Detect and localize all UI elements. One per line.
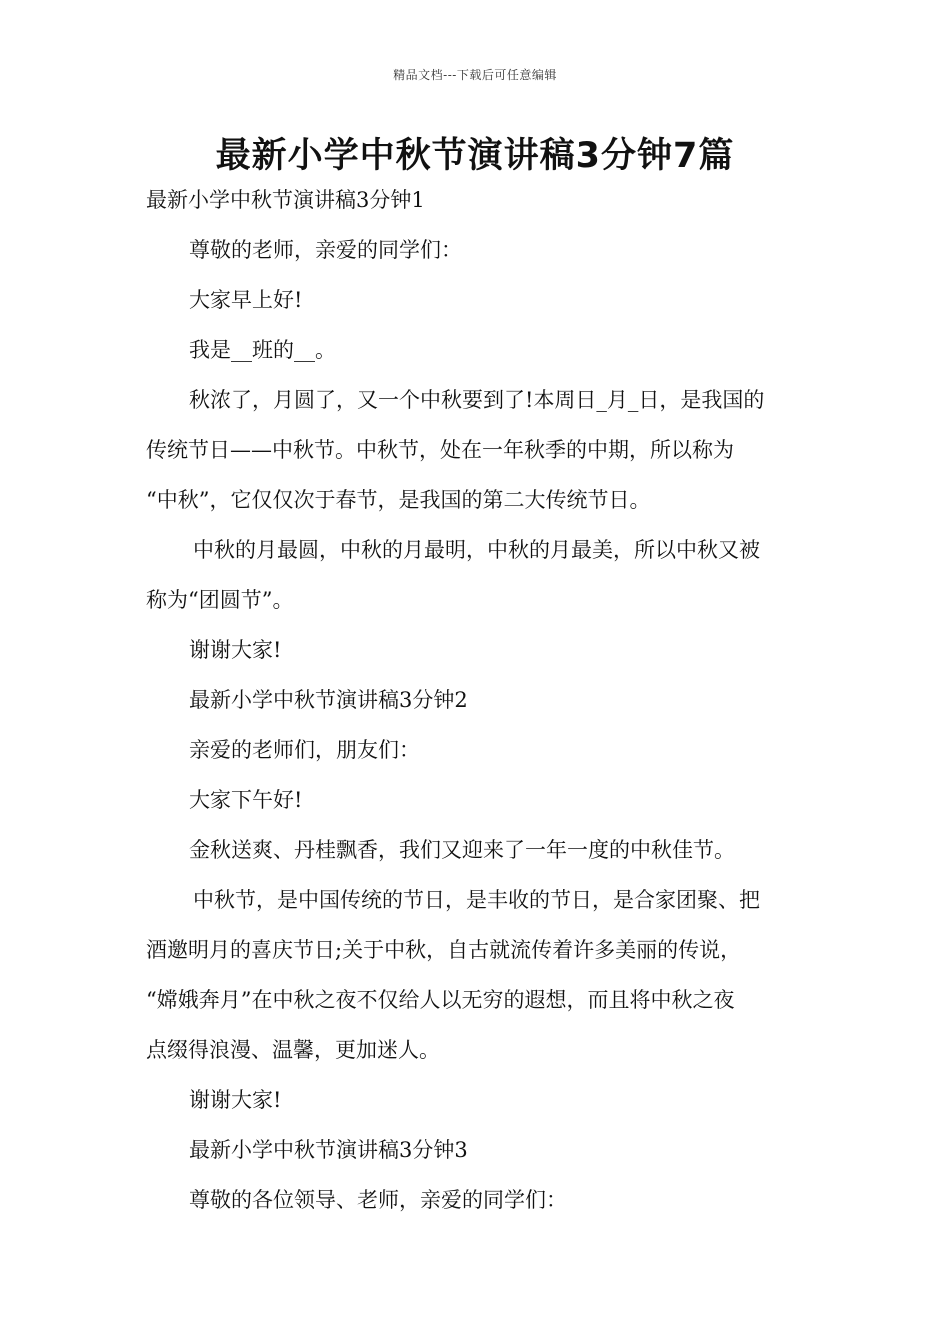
paragraph-line: “嫦娥奔月”在中秋之夜不仅给人以无穷的遐想，而且将中秋之夜 xyxy=(146,988,735,1012)
paragraph-line: 中秋节，是中国传统的节日，是丰收的节日，是合家团聚、把 xyxy=(193,888,760,912)
paragraph-line: “中秋”，它仅仅次于春节，是我国的第二大传统节日。 xyxy=(146,488,651,512)
paragraph-line: 尊敬的各位领导、老师，亲爱的同学们： xyxy=(189,1188,567,1212)
section-heading-2: 最新小学中秋节演讲稿3分钟2 xyxy=(189,688,468,712)
header-note: 精品文档---下载后可任意编辑 xyxy=(393,68,557,82)
paragraph-line: 秋浓了，月圆了，又一个中秋要到了!本周日_月_日，是我国的 xyxy=(189,388,765,412)
paragraph-line: 大家下午好! xyxy=(189,788,303,812)
paragraph-line: 亲爱的老师们，朋友们： xyxy=(189,738,420,762)
paragraph-line: 点缀得浪漫、温馨，更加迷人。 xyxy=(146,1038,440,1062)
paragraph-line: 金秋送爽、丹桂飘香，我们又迎来了一年一度的中秋佳节。 xyxy=(189,838,735,862)
paragraph-line: 酒邀明月的喜庆节日;关于中秋，自古就流传着许多美丽的传说， xyxy=(146,938,742,962)
paragraph-line: 谢谢大家! xyxy=(189,1088,282,1112)
paragraph-line: 称为“团圆节”。 xyxy=(146,588,294,612)
section-heading-1: 最新小学中秋节演讲稿3分钟1 xyxy=(146,188,425,212)
paragraph-line: 我是__班的__。 xyxy=(189,338,336,362)
paragraph-line: 尊敬的老师，亲爱的同学们： xyxy=(189,238,462,262)
document-title: 最新小学中秋节演讲稿3分钟7篇 xyxy=(215,136,735,176)
paragraph-line: 大家早上好! xyxy=(189,288,303,312)
paragraph-line: 中秋的月最圆，中秋的月最明，中秋的月最美，所以中秋又被 xyxy=(193,538,760,562)
paragraph-line: 传统节日——中秋节。中秋节，处在一年秋季的中期，所以称为 xyxy=(146,438,734,462)
paragraph-line: 谢谢大家! xyxy=(189,638,282,662)
section-heading-3: 最新小学中秋节演讲稿3分钟3 xyxy=(189,1138,468,1162)
